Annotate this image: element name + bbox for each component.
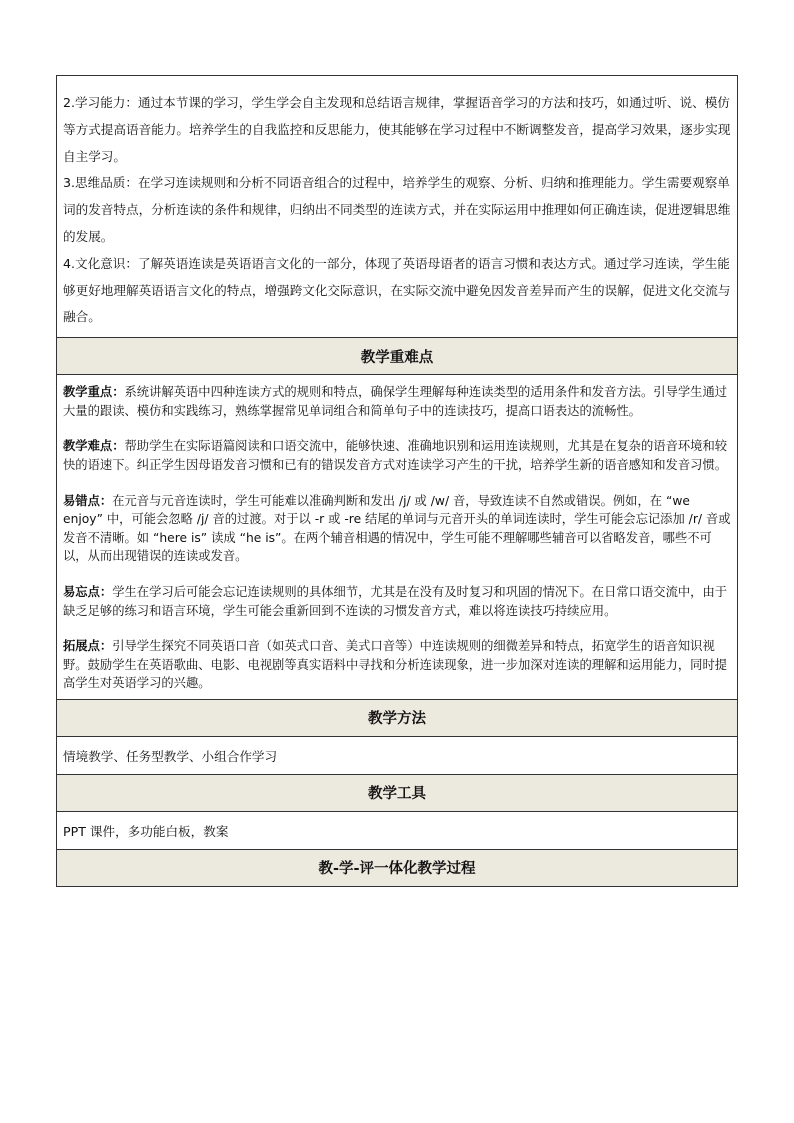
tools-heading-row [57, 774, 738, 811]
methods-heading: 教学方法 [57, 699, 738, 736]
objectives-cell [57, 76, 738, 338]
extension-label: 拓展点： [63, 639, 113, 654]
objective-thinking-quality: 3.思维品质：在学习连读规则和分析不同语音组合的过程中，培养学生的观察、分析、归纳和推理能力。学生需要观察单词的发音特点，分析连读的条件和规律，归纳出不同类型的连读方式，并在实际运用中推理如何正确连读，促进逻辑思维的发展。 [63, 175, 731, 244]
tools-heading: 教学工具 [57, 774, 738, 811]
key-points-cell [57, 375, 738, 700]
teaching-focus-text: 系统讲解英语中四种连读方式的规则和特点，确保学生理解每种连读类型的适用条件和发音方法。引导学生通过大量的跟读、模仿和实践练习，熟练掌握常见单词组合和简单句子中的连读技巧，提高口语表达的流畅性。 [63, 385, 728, 418]
teaching-difficulty-label: 教学难点： [63, 439, 125, 454]
key-points-heading-row [57, 338, 738, 375]
extension-text: 引导学生探究不同英语口音（如英式口音、美式口音等）中连读规则的细微差异和特点，拓宽学生的语音知识视野。鼓励学生在英语歌曲、电影、电视剧等真实语料中寻找和分析连读现象，进一步加深对连读的理解和运用能力，同时提高学生对英语学习的兴趣。 [63, 639, 728, 691]
process-heading-row [57, 849, 738, 886]
error-prone-text: 在元音与元音连读时，学生可能难以准确判断和发出 /j/ 或 /w/ 音，导致连读不自然或错误。例如，在 “we enjoy” 中，可能会忽略 /j/ 音的过渡。对于以 -r 或 -re 结尾的单词与元音开头的单词连读时，学生可能会忘记添加 /r/ 音或发音不清晰。如 “here is” 读成 “he is”。在两个辅音相遇的情况中，学生可能不理解哪些辅音可以省略发音，哪些不可以，从而出现错误的连读或发音。 [63, 493, 731, 564]
teaching-focus-label: 教学重点： [63, 385, 125, 400]
methods-text: 情境教学、任务型教学、小组合作学习 [57, 736, 738, 774]
easy-to-forget-points [63, 583, 731, 620]
objective-learning-ability: 2.学习能力：通过本节课的学习，学生学会自主发现和总结语言规律，掌握语音学习的方法和技巧，如通过听、说、模仿等方式提高语音能力。培养学生的自我监控和反思能力，使其能够在学习过程中不断调整发音，提高学习效果，逐步实现自主学习。 [63, 95, 731, 164]
methods-heading-row [57, 699, 738, 736]
extension-points [63, 637, 731, 693]
error-prone-label: 易错点： [63, 493, 113, 508]
easy-to-forget-label: 易忘点： [63, 584, 113, 599]
error-prone-points [63, 492, 731, 566]
key-points-heading: 教学重难点 [57, 338, 738, 375]
methods-row [57, 736, 738, 774]
teaching-difficulty-text: 帮助学生在实际语篇阅读和口语交流中，能够快速、准确地识别和运用连读规则，尤其是在复杂的语音环境和较快的语速下。纠正学生因母语发音习惯和已有的错误发音方式对连读学习产生的干扰，培养学生新的语音感知和发音习惯。 [63, 439, 728, 472]
teaching-focus [63, 383, 731, 420]
objective-cultural-awareness: 4.文化意识：了解英语连读是英语语言文化的一部分，体现了英语母语者的语言习惯和表达方式。通过学习连读，学生能够更好地理解英语语言文化的特点，增强跨文化交际意识，在实际交流中避免因发音差异而产生的误解，促进文化交流与融合。 [63, 255, 731, 325]
key-points-row [57, 375, 738, 700]
process-heading: 教-学-评一体化教学过程 [57, 849, 738, 886]
tools-text: PPT 课件，多功能白板，教案 [57, 811, 738, 849]
easy-to-forget-text: 学生在学习后可能会忘记连读规则的具体细节，尤其是在没有及时复习和巩固的情况下。在日常口语交流中，由于缺乏足够的练习和语言环境，学生可能会重新回到不连读的习惯发音方式，难以将连读技巧持续应用。 [63, 584, 728, 618]
teaching-difficulty [63, 437, 731, 474]
lesson-plan-table [56, 75, 738, 887]
tools-row [57, 811, 738, 849]
objectives-row [57, 76, 738, 338]
